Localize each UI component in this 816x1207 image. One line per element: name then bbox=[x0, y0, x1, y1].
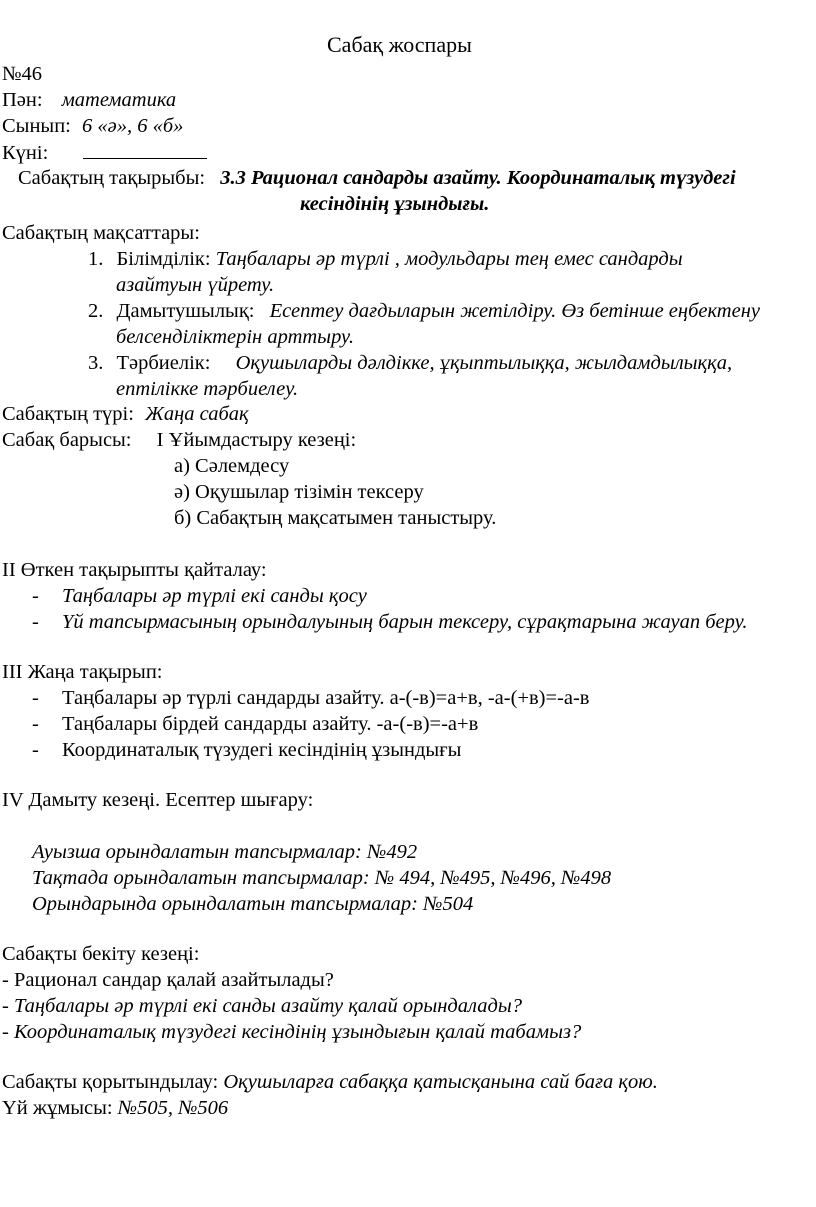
new-topic-item bbox=[32, 686, 589, 710]
goal-item bbox=[88, 351, 732, 375]
process-row bbox=[2, 428, 356, 452]
review-item bbox=[32, 610, 748, 634]
develop-item: Орындарында орындалатын тапсырмалар: №504 bbox=[32, 893, 474, 915]
goal-number: 1. bbox=[88, 248, 104, 270]
new-topic-item-text: Таңбалары бірдей сандарды азайту. -а-(-в)=-а+в bbox=[61, 713, 479, 735]
new-topic-item bbox=[32, 738, 461, 762]
day-blank-line bbox=[83, 140, 207, 159]
goal-text: Таңбалары әр түрлі , модульдары тең емес сандарды bbox=[215, 248, 683, 270]
goal-item bbox=[88, 299, 760, 323]
lesson-type-label: Сабақтың түрі: bbox=[2, 403, 134, 425]
review-item bbox=[32, 584, 367, 608]
subject-value: математика bbox=[61, 89, 177, 111]
grade-row bbox=[2, 114, 183, 138]
day-row bbox=[2, 140, 207, 165]
topic-line-2: кесіндінің ұзындығы. bbox=[300, 193, 490, 215]
bullet-dash: - bbox=[32, 713, 39, 735]
goal-item bbox=[88, 247, 683, 271]
page-title: Сабақ жоспары bbox=[327, 32, 472, 57]
goal-label: Тәрбиелік: bbox=[116, 352, 211, 374]
process-item: а) Сәлемдесу bbox=[174, 455, 290, 477]
goal-text-cont: азайтуын үйрету. bbox=[116, 274, 275, 296]
process-item: б) Сабақтың мақсатымен таныстыру. bbox=[174, 507, 497, 529]
develop-heading: ІV Дамыту кезеңі. Есептер шығару: bbox=[2, 789, 314, 811]
review-item-text: Таңбалары әр түрлі екі санды қосу bbox=[61, 585, 367, 607]
consolidation-heading: Сабақты бекіту кезеңі: bbox=[2, 943, 200, 965]
summary-label: Сабақты қорытындылау: bbox=[2, 1071, 219, 1093]
goals-label: Сабақтың мақсаттары: bbox=[2, 222, 200, 244]
develop-item: Ауызша орындалатын тапсырмалар: №492 bbox=[32, 841, 418, 863]
summary-row bbox=[2, 1070, 658, 1094]
lesson-number: №46 bbox=[2, 63, 43, 85]
lesson-type-row bbox=[2, 402, 249, 426]
homework-label: Үй жұмысы: bbox=[2, 1097, 113, 1119]
consolidation-item: - Таңбалары әр түрлі екі санды азайту қалай орындалады? bbox=[2, 995, 522, 1017]
bullet-dash: - bbox=[32, 585, 39, 607]
goal-label: Білімділік: bbox=[116, 248, 211, 270]
grade-label: Сынып: bbox=[2, 115, 71, 137]
goal-text-cont: белсенділіктерін арттыру. bbox=[116, 326, 354, 348]
new-topic-item-text: Координаталық түзудегі кесіндінің ұзындығы bbox=[61, 739, 462, 761]
topic-label: Сабақтың тақырыбы: bbox=[18, 167, 206, 189]
bullet-dash: - bbox=[32, 739, 39, 761]
develop-item: Тақтада орындалатын тапсырмалар: № 494, №495, №496, №498 bbox=[32, 867, 612, 889]
new-topic-item-text: Таңбалары әр түрлі сандарды азайту. а-(-в)=а+в, -а-(+в)=-а-в bbox=[61, 687, 590, 709]
goal-label: Дамытушылық: bbox=[116, 300, 255, 322]
process-item: ә) Оқушылар тізімін тексеру bbox=[174, 481, 424, 503]
topic-line-1: 3.3 Рационал сандарды азайту. Координаталық түзудегі bbox=[220, 167, 736, 189]
review-heading: ІІ Өткен тақырыпты қайталау: bbox=[2, 559, 267, 581]
process-stage: І Ұйымдастыру кезеңі: bbox=[156, 429, 357, 451]
summary-value: Оқушыларға сабаққа қатысқанына сай баға қою. bbox=[223, 1071, 658, 1093]
goal-text-cont: ептілікке тәрбиелеу. bbox=[116, 378, 299, 400]
bullet-dash: - bbox=[32, 611, 39, 633]
consolidation-item: - Рационал сандар қалай азайтылады? bbox=[2, 969, 334, 991]
consolidation-item: - Координаталық түзудегі кесіндінің ұзындығын қалай табамыз? bbox=[2, 1021, 582, 1043]
review-item-text: Үй тапсырмасының орындалуының барын тексеру, сұрақтарына жауап беру. bbox=[61, 611, 748, 633]
topic-row bbox=[18, 166, 736, 190]
homework-row bbox=[2, 1096, 228, 1120]
process-label: Сабақ барысы: bbox=[2, 429, 132, 451]
day-label: Күні: bbox=[2, 142, 49, 164]
new-topic-item bbox=[32, 712, 478, 736]
lesson-type-value: Жаңа сабақ bbox=[145, 403, 249, 425]
new-topic-heading: ІІІ Жаңа тақырып: bbox=[2, 661, 163, 683]
grade-value: 6 «ә», 6 «б» bbox=[81, 115, 184, 137]
goal-text: Оқушыларды дәлдікке, ұқыптылыққа, жылдамдылыққа, bbox=[235, 352, 733, 374]
bullet-dash: - bbox=[32, 687, 39, 709]
homework-value: №505, №506 bbox=[117, 1097, 229, 1119]
goal-number: 3. bbox=[88, 352, 104, 374]
goal-number: 2. bbox=[88, 300, 104, 322]
subject-label: Пән: bbox=[2, 89, 43, 111]
subject-row bbox=[2, 88, 176, 112]
goal-text: Есептеу дағдыларын жетілдіру. Өз бетінше еңбектену bbox=[269, 300, 760, 322]
